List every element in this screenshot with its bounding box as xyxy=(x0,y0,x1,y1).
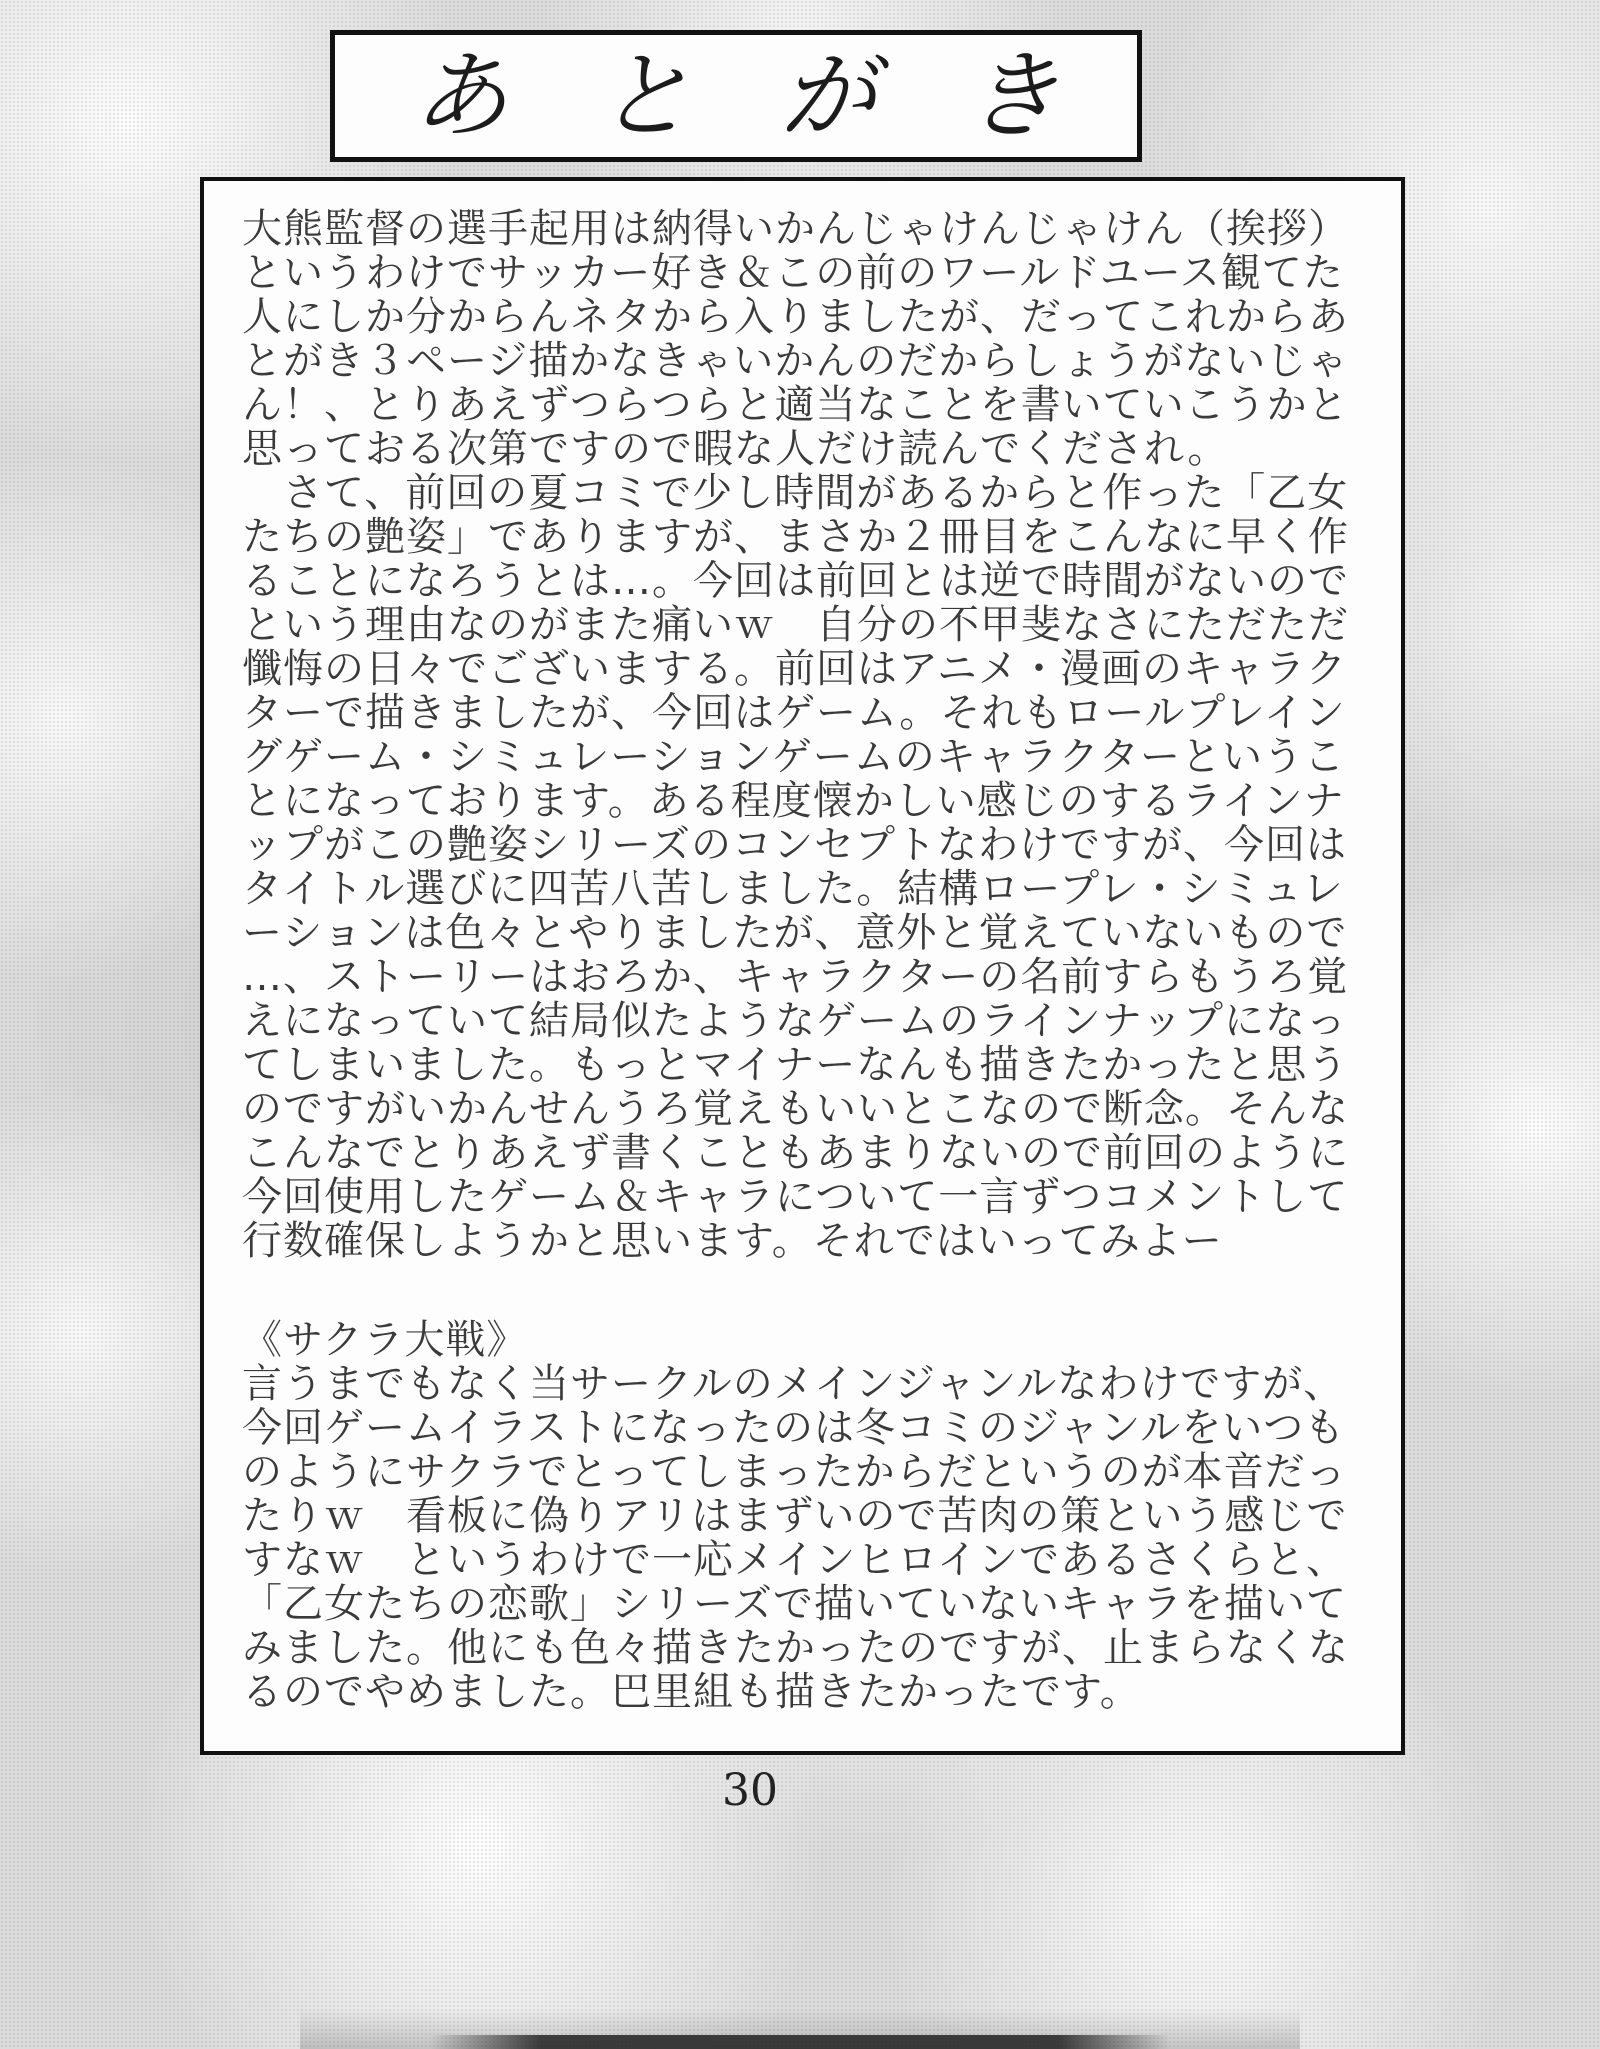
text-line: みました。他にも色々描きたかったのですが、止まらなくな xyxy=(242,1625,1349,1671)
text-line: …、ストーリーはおろか、キャラクターの名前すらもうろ覚 xyxy=(242,954,1349,1000)
text-line: たりｗ 看板に偽りアリはまずいので苦肉の策という感じで xyxy=(242,1493,1348,1539)
text-line: のようにサクラでとってしまったからだというのが本音だっ xyxy=(242,1449,1347,1495)
text-line: タイトル選びに四苦八苦しました。結構ロープレ・シミュレ xyxy=(242,866,1344,912)
text-line: 「乙女たちの恋歌」シリーズで描いていないキャラを描いて xyxy=(242,1581,1347,1627)
text-line: たちの艶姿」でありますが、まさか２冊目をこんなに早く作 xyxy=(242,514,1349,560)
text-line: 今回使用したゲーム＆キャラについて一言ずつコメントして xyxy=(242,1174,1349,1220)
text-line: ーションは色々とやりましたが、意外と覚えていないもので xyxy=(242,910,1348,956)
text-line: グゲーム・シミュレーションゲームのキャラクターというこ xyxy=(242,734,1345,780)
text-line: とがき３ページ描かなきゃいかんのだからしょうがないじゃ xyxy=(242,338,1349,384)
text-line: ップがこの艶姿シリーズのコンセプトなわけですが、今回は xyxy=(242,822,1347,868)
book-edge-shadow xyxy=(430,2035,1170,2049)
text-line: 言うまでもなく当サークルのメインジャンルなわけですが、 xyxy=(242,1361,1345,1407)
text-line: という理由なのがまた痛いｗ 自分の不甲斐なさにただただ xyxy=(242,602,1349,648)
text-line: てしまいました。もっとマイナーなんも描きたかったと思う xyxy=(242,1042,1349,1088)
text-line: 懺悔の日々でございまする。前回はアニメ・漫画のキャラク xyxy=(242,646,1347,692)
text-line: とになっております。ある程度懐かしい感じのするラインナ xyxy=(242,778,1345,824)
text-line: 思っておる次第ですので暇な人だけ読んでくだされ。 xyxy=(242,426,1229,472)
text-line: 人にしか分からんネタから入りましたが、だってこれからあ xyxy=(242,294,1349,340)
text-line: すなｗ というわけで一応メインヒロインであるさくらと、 xyxy=(242,1537,1347,1583)
text-line: 行数確保しようかと思います。それではいってみよー xyxy=(242,1218,1223,1264)
afterword-text-box xyxy=(200,177,1405,1755)
section-header-sakura-taisen: 《サクラ大戦》 xyxy=(242,1317,528,1363)
text-line: るのでやめました。巴里組も描きたかったです。 xyxy=(242,1669,1141,1715)
text-line: ターで描きましたが、今回はゲーム。それもロールプレイン xyxy=(242,690,1346,736)
text-line: ることになろうとは…。今回は前回とは逆で時間がないので xyxy=(242,558,1349,604)
text-line: というわけでサッカー好き＆この前のワールドユース観てた xyxy=(242,250,1344,296)
text-line: こんなでとりあえず書くこともあまりないので前回のように xyxy=(242,1130,1349,1176)
text-line: 今回ゲームイラストになったのは冬コミのジャンルをいつも xyxy=(242,1405,1346,1451)
page-title: あとがき xyxy=(412,40,1148,152)
text-line: のですがいかんせんうろ覚えもいいとこなので断念。そんな xyxy=(242,1086,1349,1132)
text-line: えになっていて結局似たようなゲームのラインナップになっ xyxy=(242,998,1347,1044)
title-box xyxy=(330,30,1148,162)
text-line: さて、前回の夏コミで少し時間があるからと作った「乙女 xyxy=(242,470,1349,516)
text-line: ん！、とりあえずつらつらと適当なことを書いていこうかと xyxy=(242,382,1349,428)
text-line: 大熊監督の選手起用は納得いかんじゃけんじゃけん（挨拶） xyxy=(242,206,1349,252)
page-number: 30 xyxy=(722,1765,778,1816)
